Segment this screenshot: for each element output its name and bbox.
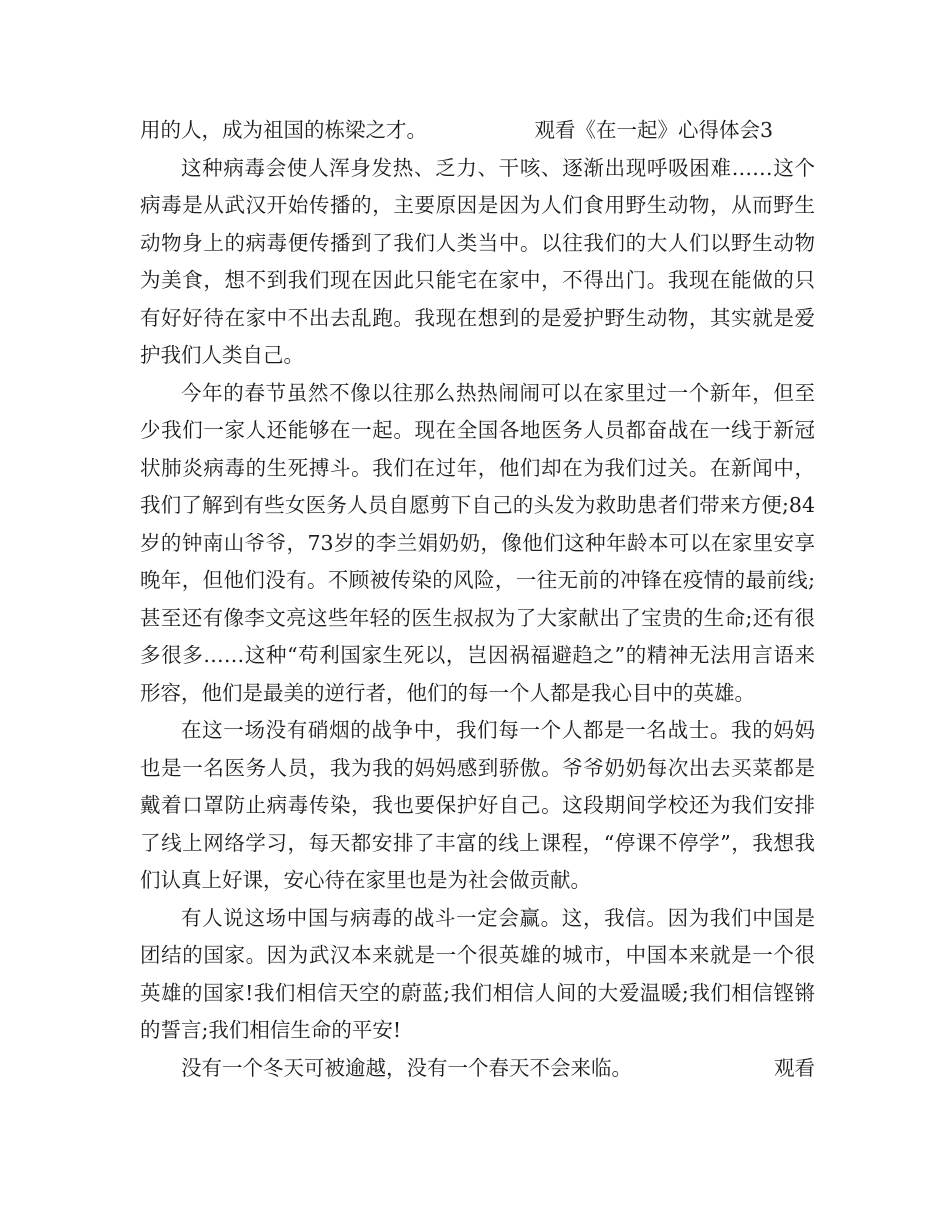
section-heading: 观看《在一起》心得体会3 xyxy=(534,118,773,142)
paragraph-2: 今年的春节虽然不像以往那么热热闹闹可以在家里过一个新年，但至少我们一家人还能够在一起。现在全国各地医务人员都奋战在一线于新冠状肺炎病毒的生死搏斗。我们在过年，他们却在为我们过关。在新闻中，我们了解到有些女医务人员自愿剪下自己的头发为救助患者们带来方便;84岁的钟南山爷爷，73岁的李兰娟奶奶，像他们这种年龄本可以在家里安享晚年，但他们没有。不顾被传染的风险，一往无前的冲锋在疫情的最前线;甚至还有像李文亮这些年轻的医生叔叔为了大家献出了宝贵的生命;还有很多很多……这种“苟利国家生死以，岂因祸福避趋之”的精神无法用言语来形容，他们是最美的逆行者，他们的每一个人都是我心目中的英雄。 xyxy=(140,380,815,705)
paragraph-1: 这种病毒会使人浑身发热、乏力、干咳、逐渐出现呼吸困难……这个病毒是从武汉开始传播的，主要原因是因为人们食用野生动物，从而野生动物身上的病毒便传播到了我们人类当中。以往我们的大人们以野生动物为美食，想不到我们现在因此只能宅在家中，不得出门。我现在能做的只有好好待在家中不出去乱跑。我现在想到的是爱护野生动物，其实就是爱护我们人类自己。 xyxy=(140,155,815,367)
paragraph-3: 在这一场没有硝烟的战争中，我们每一个人都是一名战士。我的妈妈也是一名医务人员，我为我的妈妈感到骄傲。爷爷奶奶每次出去买菜都是戴着口罩防止病毒传染，我也要保护好自己。这段期间学校还为我们安排了线上网络学习，每天都安排了丰富的线上课程，“停课不停学”，我想我们认真上好课，安心待在家里也是为社会做贡献。 xyxy=(140,718,815,892)
previous-paragraph-tail: 用的人，成为祖国的栋梁之才。 xyxy=(140,118,427,142)
last-line xyxy=(140,1050,815,1088)
closing-sentence: 没有一个冬天可被逾越，没有一个春天不会来临。 xyxy=(181,1055,632,1080)
paragraph-4: 有人说这场中国与病毒的战斗一定会赢。这，我信。因为我们中国是团结的国家。因为武汉本来就是一个很英雄的城市，中国本来就是一个很英雄的国家!我们相信天空的蔚蓝;我们相信人间的大爱温暖;我们相信铿锵的誓言;我们相信生命的平安! xyxy=(140,905,815,1042)
document-body xyxy=(140,112,815,1087)
first-line xyxy=(140,112,815,150)
next-heading-start: 观看 xyxy=(774,1055,815,1080)
